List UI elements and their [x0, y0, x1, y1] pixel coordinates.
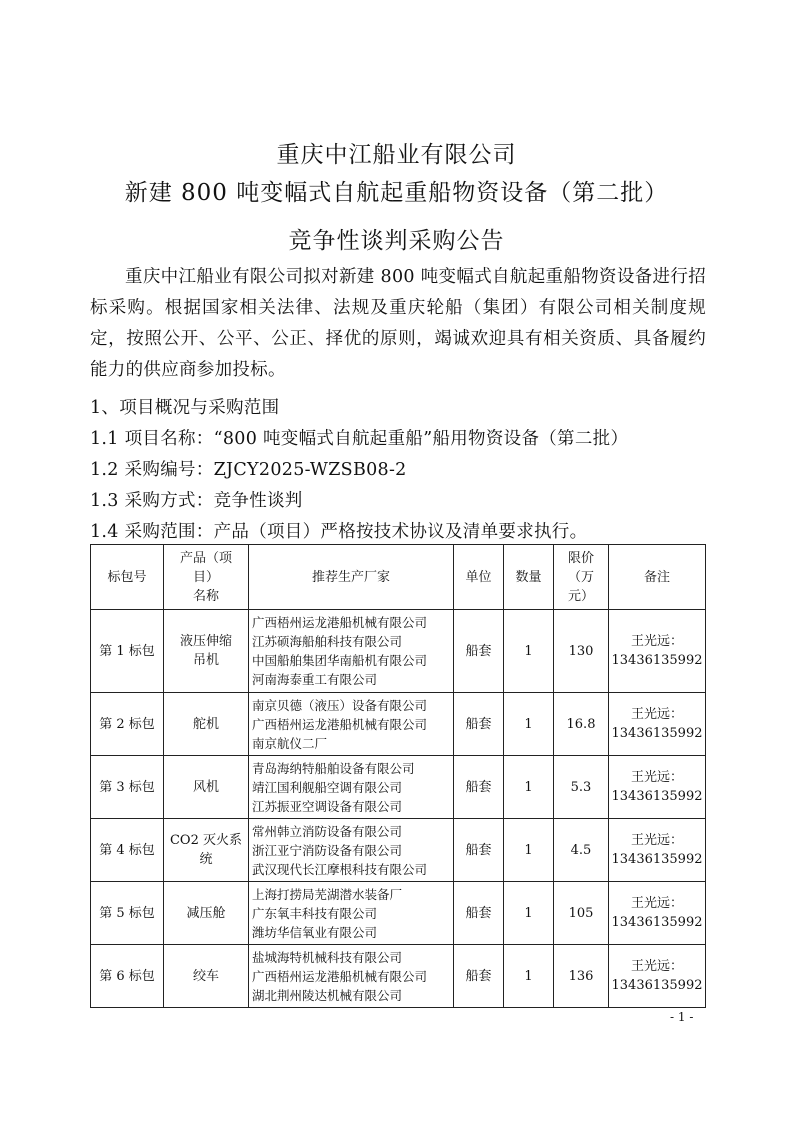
limit-cell: 130: [554, 610, 609, 693]
factory-name: 武汉现代长江摩根科技有限公司: [252, 861, 428, 877]
header-remark: 备注: [609, 545, 706, 610]
factory-name: 靖江国利舰船空调有限公司: [252, 779, 403, 795]
remark-contact-name: 王光远：: [630, 634, 683, 649]
unit-cell: 船套: [454, 945, 504, 1008]
table-row: [91, 945, 706, 1008]
unit-cell: 船套: [454, 693, 504, 756]
factory-name: 潍坊华信氧业有限公司: [252, 924, 378, 940]
table-header-row: [91, 545, 706, 610]
factory-cell: [249, 819, 454, 882]
unit-cell: 船套: [454, 610, 504, 693]
factory-name: 中国船舶集团华南船机有限公司: [252, 653, 428, 668]
factory-name: 南京航仪二厂: [252, 735, 328, 751]
factory-name: 广东氧丰科技有限公司: [252, 905, 378, 921]
factory-name: 河南海泰重工有限公司: [252, 672, 378, 687]
section-project-name: 1.1 项目名称：“800 吨变幅式自航起重船”船用物资设备（第二批）: [90, 429, 629, 449]
factory-cell: [249, 610, 454, 693]
unit-cell: 船套: [454, 882, 504, 945]
intro-paragraph: 重庆中江船业有限公司拟对新建 800 吨变幅式自航起重船物资设备进行招标采购。根据国家相关法律、法规及重庆轮船（集团）有限公司相关制度规定，按照公开、公平、公正、择优的原则，竭诚欢迎具有相关资质、具备履约能力的供应商参加投标。: [90, 267, 706, 380]
header-lot: 标包号: [91, 545, 164, 610]
table-row: [91, 882, 706, 945]
qty-cell: 1: [504, 693, 554, 756]
factory-name: 广西梧州运龙港船机械有限公司: [252, 615, 428, 630]
table-row: [91, 610, 706, 693]
lot-cell: 第 6 标包: [91, 945, 164, 1008]
company-title: 重庆中江船业有限公司: [276, 142, 517, 168]
lot-cell: 第 4 标包: [91, 819, 164, 882]
header-product-line3: 名称: [192, 588, 219, 604]
factory-name: 浙江亚宁消防设备有限公司: [252, 842, 403, 858]
header-product-line2: 目）: [192, 569, 219, 585]
lot-table: [90, 544, 706, 1008]
product-cell: [164, 882, 249, 945]
qty-cell: 1: [504, 756, 554, 819]
remark-cell: [609, 756, 706, 819]
product-line1: 减压舱: [186, 905, 226, 921]
factory-cell: [249, 945, 454, 1008]
announcement-title: 竞争性谈判采购公告: [288, 228, 505, 254]
factory-name: 广西梧州运龙港船机械有限公司: [252, 716, 428, 732]
limit-cell: 105: [554, 882, 609, 945]
remark-contact-name: 王光远：: [630, 833, 683, 848]
header-product: [164, 545, 249, 610]
product-cell: [164, 945, 249, 1008]
table-row: [91, 756, 706, 819]
remark-contact-phone: 13436135992: [611, 915, 703, 930]
table-row: [91, 819, 706, 882]
section-heading-overview: 1、项目概况与采购范围: [90, 398, 280, 418]
product-line1: 绞车: [192, 968, 219, 984]
qty-cell: 1: [504, 882, 554, 945]
factory-name: 上海打捞局芜湖潜水装备厂: [252, 886, 403, 902]
factory-name: 广西梧州运龙港船机械有限公司: [252, 968, 428, 984]
factory-name: 江苏硕海船舶科技有限公司: [252, 634, 403, 649]
page-number: - 1 -: [670, 1010, 694, 1024]
header-limit-line2: （万: [567, 569, 594, 585]
section-procurement-number: 1.2 采购编号：ZJCY2025-WZSB08-2: [90, 460, 407, 480]
remark-cell: [609, 693, 706, 756]
lot-cell: 第 3 标包: [91, 756, 164, 819]
product-line2: 统: [199, 852, 213, 867]
unit-cell: 船套: [454, 819, 504, 882]
product-line1: 舵机: [192, 716, 219, 732]
table-row: [91, 693, 706, 756]
factory-cell: [249, 756, 454, 819]
remark-contact-name: 王光远：: [630, 896, 683, 911]
project-title: 新建 800 吨变幅式自航起重船物资设备（第二批）: [124, 180, 669, 206]
remark-contact-name: 王光远：: [630, 707, 683, 722]
header-limit-line1: 限价: [567, 550, 594, 566]
factory-name: 青岛海纳特船舶设备有限公司: [252, 760, 415, 776]
factory-cell: [249, 693, 454, 756]
factory-name: 江苏振亚空调设备有限公司: [252, 798, 403, 814]
remark-cell: [609, 610, 706, 693]
limit-cell: 5.3: [554, 756, 609, 819]
limit-cell: 16.8: [554, 693, 609, 756]
remark-contact-phone: 13436135992: [611, 978, 703, 993]
lot-cell: 第 1 标包: [91, 610, 164, 693]
remark-cell: [609, 882, 706, 945]
remark-contact-name: 王光远：: [630, 959, 683, 974]
section-procurement-scope: 1.4 采购范围：产品（项目）严格按技术协议及清单要求执行。: [90, 522, 588, 542]
remark-contact-phone: 13436135992: [611, 653, 703, 668]
product-line1: 风机: [192, 779, 219, 795]
remark-cell: [609, 819, 706, 882]
factory-name: 南京贝德（液压）设备有限公司: [252, 697, 428, 713]
remark-contact-phone: 13436135992: [611, 852, 703, 867]
factory-cell: [249, 882, 454, 945]
product-line2: 吊机: [192, 653, 219, 668]
product-cell: [164, 819, 249, 882]
qty-cell: 1: [504, 819, 554, 882]
header-limit-line3: 元）: [567, 588, 594, 604]
limit-cell: 4.5: [554, 819, 609, 882]
qty-cell: 1: [504, 945, 554, 1008]
header-product-line1: 产品（项: [179, 550, 232, 566]
header-limit: [554, 545, 609, 610]
product-cell: [164, 693, 249, 756]
header-qty: 数量: [504, 545, 554, 610]
remark-contact-phone: 13436135992: [611, 726, 703, 741]
factory-name: 常州韩立消防设备有限公司: [252, 823, 403, 839]
header-factory: 推荐生产厂家: [249, 545, 454, 610]
remark-contact-phone: 13436135992: [611, 789, 703, 804]
product-line1: CO2 灭火系: [169, 833, 242, 848]
factory-name: 湖北荆州陵达机械有限公司: [252, 987, 403, 1003]
remark-cell: [609, 945, 706, 1008]
lot-cell: 第 5 标包: [91, 882, 164, 945]
remark-contact-name: 王光远：: [630, 770, 683, 785]
lot-cell: 第 2 标包: [91, 693, 164, 756]
factory-name: 盐城海特机械科技有限公司: [252, 949, 403, 965]
limit-cell: 136: [554, 945, 609, 1008]
product-line1: 液压伸缩: [179, 634, 232, 649]
qty-cell: 1: [504, 610, 554, 693]
section-procurement-method: 1.3 采购方式：竞争性谈判: [90, 491, 303, 511]
product-cell: [164, 610, 249, 693]
unit-cell: 船套: [454, 756, 504, 819]
product-cell: [164, 756, 249, 819]
header-unit: 单位: [454, 545, 504, 610]
